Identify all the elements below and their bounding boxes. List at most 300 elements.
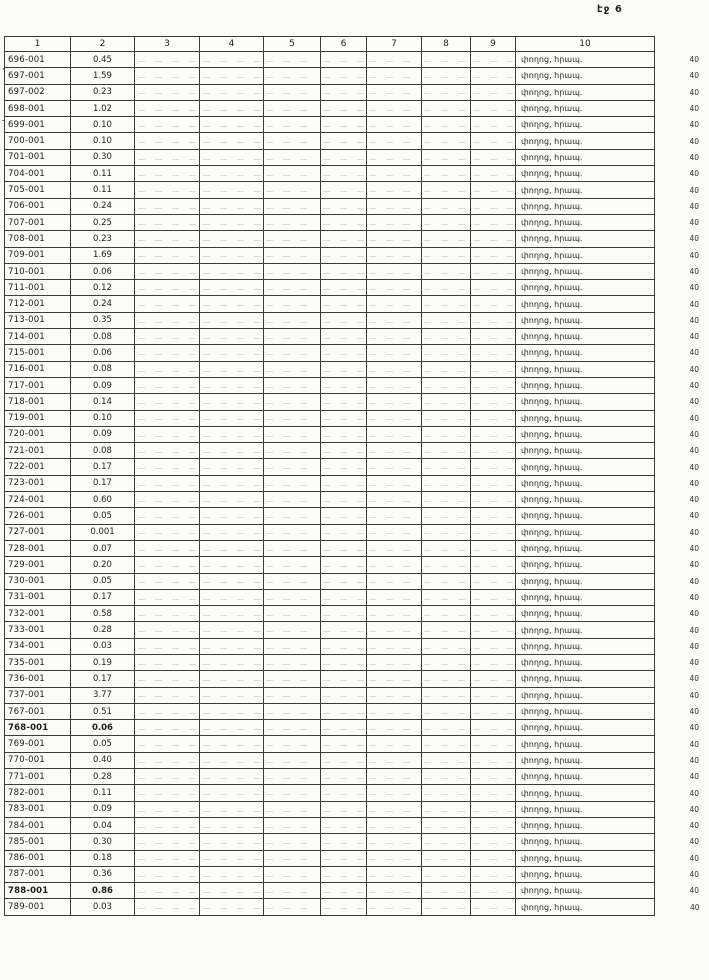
empty-cell [471,231,516,247]
empty-cell [135,410,200,426]
empty-cell [471,117,516,133]
empty-cell [264,231,321,247]
empty-cell [264,312,321,328]
margin-note: 40 [689,641,699,651]
empty-cell [321,687,367,703]
empty-cell [264,296,321,312]
empty-cell [471,198,516,214]
code-cell: 721-001 [5,443,71,459]
code-cell: 737-001 [5,687,71,703]
margin-note: 40 [689,739,699,749]
street-label-cell: փողոց, հրապ. [516,459,655,475]
margin-note: 40 [689,723,699,733]
empty-cell [135,703,200,719]
empty-cell [135,426,200,442]
empty-cell [321,166,367,182]
table-row [5,459,703,475]
code-cell: 769-001 [5,736,71,752]
empty-cell [264,345,321,361]
margin-note: 40 [689,788,699,798]
street-label-cell: փողոց, հրապ. [516,443,655,459]
empty-cell [135,671,200,687]
empty-cell [422,654,471,670]
value-cell: 0.28 [71,622,135,638]
margin-note: 40 [689,576,699,586]
empty-cell [321,361,367,377]
empty-cell [135,866,200,882]
empty-cell [367,247,422,263]
empty-cell [367,361,422,377]
empty-cell [367,671,422,687]
empty-cell [367,850,422,866]
empty-cell [135,100,200,116]
table-row [5,801,703,817]
empty-cell [471,377,516,393]
table-row [5,703,703,719]
value-cell: 0.60 [71,492,135,508]
table-row [5,410,703,426]
table-row [5,817,703,833]
empty-cell [367,769,422,785]
code-cell: 717-001 [5,377,71,393]
empty-cell [200,785,264,801]
table-row [5,752,703,768]
empty-cell [321,622,367,638]
street-label-cell: փողոց, հրապ. [516,638,655,654]
empty-cell [135,52,200,68]
street-label-cell: փողոց, հրապ. [516,52,655,68]
empty-cell [367,149,422,165]
value-cell: 0.001 [71,524,135,540]
empty-cell [200,606,264,622]
empty-cell [422,166,471,182]
margin-note: 40 [689,234,699,244]
empty-cell [264,68,321,84]
margin-note: 40 [689,462,699,472]
empty-cell [200,524,264,540]
empty-cell [200,654,264,670]
empty-cell [264,52,321,68]
empty-cell [422,231,471,247]
empty-cell [471,671,516,687]
value-cell: 0.25 [71,214,135,230]
empty-cell [135,492,200,508]
empty-cell [200,149,264,165]
table-row [5,133,703,149]
table-row [5,866,703,882]
empty-cell [471,100,516,116]
code-cell: 729-001 [5,557,71,573]
column-header: 9 [471,37,516,52]
value-cell: 0.06 [71,263,135,279]
street-label-cell: փողոց, հրապ. [516,850,655,866]
empty-cell [367,622,422,638]
empty-cell [422,899,471,915]
empty-cell [200,345,264,361]
value-cell: 0.08 [71,361,135,377]
empty-cell [200,703,264,719]
empty-cell [471,133,516,149]
empty-cell [264,410,321,426]
empty-cell [422,443,471,459]
code-cell: 720-001 [5,426,71,442]
empty-cell [200,443,264,459]
value-cell: 0.06 [71,720,135,736]
empty-cell [471,475,516,491]
code-cell: 696-001 [5,52,71,68]
value-cell: 0.11 [71,182,135,198]
empty-cell [200,475,264,491]
margin-note: 40 [689,185,699,195]
margin-note: 40 [689,837,699,847]
empty-cell [471,524,516,540]
empty-cell [471,280,516,296]
code-cell: 735-001 [5,654,71,670]
empty-cell [321,752,367,768]
table-row [5,329,703,345]
table-row [5,492,703,508]
empty-cell [200,508,264,524]
empty-cell [471,801,516,817]
value-cell: 0.09 [71,377,135,393]
empty-cell [264,866,321,882]
empty-cell [200,883,264,899]
code-cell: 709-001 [5,247,71,263]
empty-cell [135,850,200,866]
margin-note: 40 [689,332,699,342]
code-cell: 736-001 [5,671,71,687]
empty-cell [321,573,367,589]
empty-cell [422,703,471,719]
value-cell: 0.05 [71,508,135,524]
empty-cell [471,247,516,263]
value-cell: 0.28 [71,769,135,785]
street-label-cell: փողոց, հրապ. [516,769,655,785]
empty-cell [264,687,321,703]
empty-cell [321,182,367,198]
code-cell: 727-001 [5,524,71,540]
street-label-cell: փողոց, հրապ. [516,622,655,638]
value-cell: 1.59 [71,68,135,84]
street-label-cell: փողոց, հրապ. [516,263,655,279]
street-label-cell: փողոց, հրապ. [516,817,655,833]
table-row [5,296,703,312]
empty-cell [264,785,321,801]
empty-cell [471,622,516,638]
street-label-cell: փողոց, հրապ. [516,589,655,605]
empty-cell [321,426,367,442]
empty-cell [135,361,200,377]
table-row [5,524,703,540]
value-cell: 0.20 [71,557,135,573]
empty-cell [321,817,367,833]
empty-cell [471,638,516,654]
empty-cell [200,720,264,736]
empty-cell [264,280,321,296]
margin-note: 40 [689,299,699,309]
empty-cell [200,557,264,573]
empty-cell [200,492,264,508]
code-cell: 733-001 [5,622,71,638]
empty-cell [422,817,471,833]
empty-cell [422,459,471,475]
empty-cell [471,573,516,589]
empty-cell [321,736,367,752]
empty-cell [422,801,471,817]
value-cell: 0.17 [71,459,135,475]
empty-cell [471,687,516,703]
empty-cell [471,312,516,328]
value-cell: 0.11 [71,785,135,801]
margin-header [655,37,703,52]
empty-cell [471,866,516,882]
margin-note: 40 [689,201,699,211]
empty-cell [264,117,321,133]
empty-cell [135,785,200,801]
table-row [5,622,703,638]
street-label-cell: փողոց, հրապ. [516,394,655,410]
empty-cell [321,475,367,491]
empty-cell [200,247,264,263]
table-row [5,606,703,622]
empty-cell [422,606,471,622]
table-row [5,508,703,524]
empty-cell [264,720,321,736]
empty-cell [321,638,367,654]
empty-cell [135,817,200,833]
value-cell: 1.02 [71,100,135,116]
empty-cell [264,394,321,410]
empty-cell [471,459,516,475]
margin-note: 40 [689,821,699,831]
empty-cell [321,214,367,230]
empty-cell [367,834,422,850]
code-cell: 786-001 [5,850,71,866]
empty-cell [264,508,321,524]
empty-cell [264,589,321,605]
page-number-label: էջ 6 [597,4,623,15]
empty-cell [367,492,422,508]
empty-cell [200,182,264,198]
margin-note: 40 [689,152,699,162]
empty-cell [367,377,422,393]
code-cell: 726-001 [5,508,71,524]
empty-cell [367,117,422,133]
table-row [5,589,703,605]
empty-cell [264,166,321,182]
street-label-cell: փողոց, հրապ. [516,492,655,508]
empty-cell [471,850,516,866]
code-cell: 706-001 [5,198,71,214]
code-cell: 710-001 [5,263,71,279]
empty-cell [422,573,471,589]
empty-cell [367,557,422,573]
empty-cell [200,52,264,68]
empty-cell [264,133,321,149]
empty-cell [264,329,321,345]
empty-cell [264,426,321,442]
empty-cell [422,329,471,345]
empty-cell [200,459,264,475]
table-row [5,654,703,670]
empty-cell [264,817,321,833]
street-label-cell: փողոց, հրապ. [516,573,655,589]
empty-cell [135,198,200,214]
value-cell: 0.45 [71,52,135,68]
empty-cell [422,622,471,638]
street-label-cell: փողոց, հրապ. [516,524,655,540]
code-cell: 730-001 [5,573,71,589]
empty-cell [367,345,422,361]
empty-cell [471,443,516,459]
code-cell: 767-001 [5,703,71,719]
margin-note: 40 [689,707,699,717]
empty-cell [200,834,264,850]
street-label-cell: փողոց, հրապ. [516,426,655,442]
street-label-cell: փողոց, հրապ. [516,345,655,361]
street-label-cell: փողոց, հրապ. [516,182,655,198]
empty-cell [321,850,367,866]
margin-note: 40 [689,609,699,619]
empty-cell [200,100,264,116]
margin-note: 40 [689,315,699,325]
empty-cell [135,84,200,100]
street-label-cell: փողոց, հրապ. [516,475,655,491]
margin-note: 40 [689,755,699,765]
empty-cell [321,508,367,524]
empty-cell [200,263,264,279]
street-label-cell: փողոց, հրապ. [516,801,655,817]
code-cell: 707-001 [5,214,71,230]
value-cell: 0.30 [71,149,135,165]
code-cell: 714-001 [5,329,71,345]
value-cell: 0.18 [71,850,135,866]
empty-cell [264,736,321,752]
empty-cell [321,52,367,68]
street-label-cell: փողոց, հրապ. [516,866,655,882]
street-label-cell: փողոց, հրապ. [516,671,655,687]
empty-cell [367,785,422,801]
empty-cell [321,606,367,622]
empty-cell [321,84,367,100]
margin-note: 40 [689,348,699,358]
table-row [5,834,703,850]
empty-cell [321,263,367,279]
margin-note: 40 [689,120,699,130]
empty-cell [367,198,422,214]
empty-cell [200,736,264,752]
empty-cell [200,198,264,214]
empty-cell [471,426,516,442]
empty-cell [321,296,367,312]
value-cell: 3.77 [71,687,135,703]
code-cell: 788-001 [5,883,71,899]
empty-cell [471,817,516,833]
empty-cell [422,247,471,263]
empty-cell [422,296,471,312]
street-label-cell: փողոց, հրապ. [516,720,655,736]
column-header: 6 [321,37,367,52]
empty-cell [264,850,321,866]
empty-cell [200,84,264,100]
empty-cell [264,769,321,785]
empty-cell [367,720,422,736]
empty-cell [422,182,471,198]
empty-cell [422,492,471,508]
table-row [5,345,703,361]
empty-cell [321,68,367,84]
empty-cell [422,280,471,296]
value-cell: 0.23 [71,84,135,100]
empty-cell [471,540,516,556]
margin-note: 40 [689,804,699,814]
table-row [5,573,703,589]
value-cell: 0.17 [71,475,135,491]
empty-cell [264,899,321,915]
empty-cell [367,182,422,198]
value-cell: 1.69 [71,247,135,263]
empty-cell [367,540,422,556]
empty-cell [422,540,471,556]
empty-cell [135,263,200,279]
empty-cell [367,736,422,752]
street-label-cell: փողոց, հրապ. [516,410,655,426]
empty-cell [471,736,516,752]
margin-note: 40 [689,690,699,700]
table-row [5,638,703,654]
empty-cell [135,687,200,703]
empty-cell [321,133,367,149]
margin-note: 40 [689,478,699,488]
empty-cell [264,492,321,508]
empty-cell [367,231,422,247]
empty-cell [264,801,321,817]
value-cell: 0.09 [71,426,135,442]
street-label-cell: փողոց, հրապ. [516,214,655,230]
table-row [5,361,703,377]
empty-cell [321,345,367,361]
empty-cell [135,247,200,263]
street-label-cell: փողոց, հրապ. [516,703,655,719]
street-label-cell: փողոց, հրապ. [516,508,655,524]
empty-cell [471,361,516,377]
table-row [5,247,703,263]
empty-cell [422,52,471,68]
empty-cell [321,785,367,801]
empty-cell [367,443,422,459]
empty-cell [135,214,200,230]
code-cell: 719-001 [5,410,71,426]
empty-cell [422,410,471,426]
column-header: 3 [135,37,200,52]
empty-cell [200,671,264,687]
value-cell: 0.17 [71,589,135,605]
street-label-cell: փողոց, հրապ. [516,883,655,899]
empty-cell [135,149,200,165]
empty-cell [135,557,200,573]
code-cell: 701-001 [5,149,71,165]
empty-cell [422,149,471,165]
empty-cell [200,622,264,638]
empty-cell [200,899,264,915]
empty-cell [264,149,321,165]
street-label-cell: փողոց, հրապ. [516,540,655,556]
empty-cell [471,720,516,736]
empty-cell [264,475,321,491]
empty-cell [367,899,422,915]
empty-cell [264,459,321,475]
table-row [5,557,703,573]
